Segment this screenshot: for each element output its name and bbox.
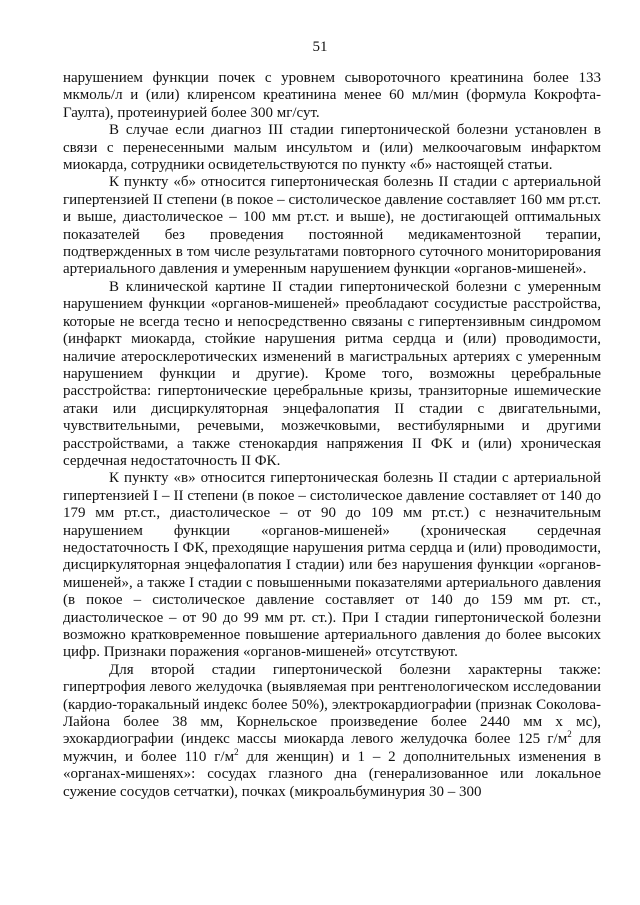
paragraph-stage2-features [63, 662, 601, 801]
paragraph-text-part2: для мужчин, и более 110 г/м [63, 731, 601, 765]
paragraph-stage3-stroke: В случае если диагноз III стадии гипертонической болезни установлен в связи с перенесенными малым инсультом и (или) мелкоочаговым инфарктом миокарда, сотрудники освидетельствуются по пункту «б» настоящей статьи. [63, 122, 601, 174]
page-number: 51 [312, 39, 328, 55]
paragraph-text-part3: для женщин) и 1 – 2 дополнительных изменения в «органах-мишенях»: сосудах глазного дна (генерализованное или локальное сужение сосудов сетчатки), почках (микроальбуминурия 30 – 300 [63, 748, 601, 800]
paragraph-stage2-clinical: В клинической картине II стадии гипертонической болезни с умеренным нарушением функции «органов-мишеней» преобладают сосудистые расстройства, которые не всегда тесно и непосредственно связаны с гипертензивным синдромом (инфаркт миокарда, стойкие нарушения ритма сердца и (или) проводимости, наличие атеросклеротических изменений в магистральных артериях с умеренным нарушением функции и другие). Кроме того, возможны церебральные расстройства: гипертонические церебральные кризы, транзиторные ишемические атаки или дисциркуляторная энцефалопатия II стадии с двигательными, чувствительными, речевыми, мозжечковыми, вестибулярными и другими расстройствами, а также стенокардия напряжения II ФК и (или) хроническая сердечная недостаточность II ФК. [63, 278, 601, 469]
paragraph-continuation: нарушением функции почек с уровнем сывороточного креатинина более 133 мкмоль/л и (или) клиренсом креатинина менее 60 мл/мин (формула Кокрофта-Гаулта), протеинурией более 300 мг/сут. [63, 70, 601, 121]
body-text [63, 70, 601, 801]
paragraph-item-v: К пункту «в» относится гипертоническая болезнь II стадии с артериальной гипертензией I – II степени (в покое – систолическое давление составляет от 140 до 179 мм рт.ст., диастолическое – от 90 до 109 мм рт.ст.) с незначительным нарушением функции «органов-мишеней» (хроническая сердечная недостаточность I ФК, преходящие нарушения ритма сердца и (или) проводимости, дисциркуляторная энцефалопатия I стадии) или без нарушения функции «органов-мишеней», а также I стадии с повышенными показателями артериального давления (в покое – систолическое давление составляет от 140 до 159 мм рт. ст., диастолическое – от 90 до 99 мм рт. ст.). При I стадии гипертонической болезни возможно кратковременное повышение артериального давления до более высоких цифр. Признаки поражения «органов-мишеней» отсутствуют. [63, 470, 601, 661]
superscript: 2 [234, 746, 239, 757]
superscript: 2 [567, 729, 572, 740]
paragraph-item-b: К пункту «б» относится гипертоническая болезнь II стадии с артериальной гипертензией II степени (в покое – систолическое давление составляет 160 мм рт.ст. и выше, диастолическое – 100 мм рт.ст. и выше), не достигающей оптимальных показателей без проведения постоянной медикаментозной терапии, подтвержденных в том числе результатами повторного суточного мониторирования артериального давления и умеренным нарушением функции «органов-мишеней». [63, 174, 601, 278]
paragraph-text-part1: Для второй стадии гипертонической болезни характерны также: гипертрофия левого желудочка (выявляемая при рентгенологическом исследовании (кардио-торакальный индекс более 50%), электрокардиографии (признак Соколова-Лайона более 38 мм, Корнельское произведение более 2440 мм х мс), эхокардиографии (индекс массы миокарда левого желудочка более 125 г/м [63, 661, 601, 748]
